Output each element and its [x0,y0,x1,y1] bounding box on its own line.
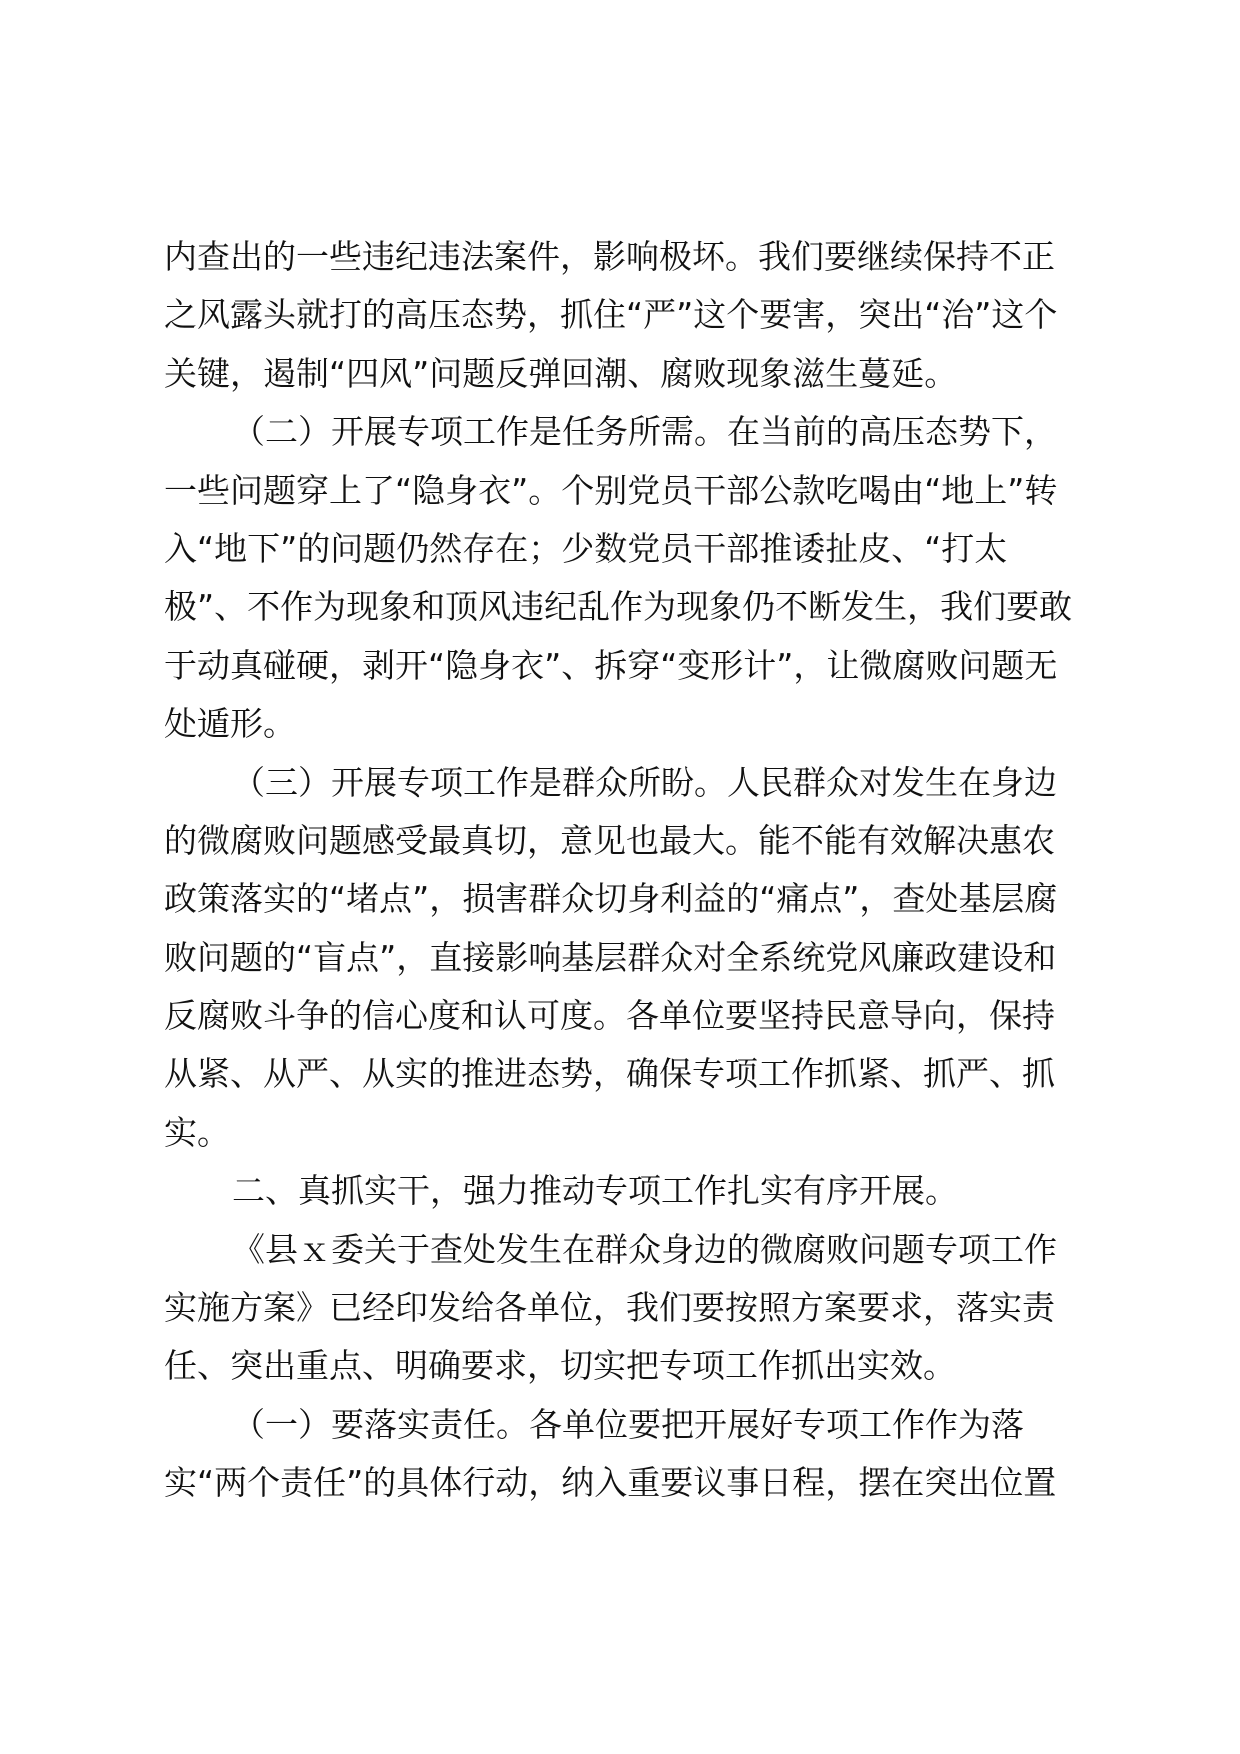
text-line: 的微腐败问题感受最真切，意见也最大。能不能有效解决惠农 [164,820,1055,860]
body-text [164,228,1084,1513]
text-line: 任、突出重点、明确要求，切实把专项工作抓出实效。 [164,1346,956,1386]
section-heading-2: （二）开展专项工作是任务所需。在当前的高压态势下， [232,412,1057,452]
text-line: 实。 [164,1112,230,1152]
text-line: 政策落实的“堵点”，损害群众切身利益的“痛点”，查处基层腐 [164,879,1058,919]
text-line: 反腐败斗争的信心度和认可度。各单位要坚持民意导向，保持 [164,996,1055,1036]
text-line: 实“两个责任”的具体行动，纳入重要议事日程，摆在突出位置 [164,1463,1057,1503]
text-line: 于动真碰硬，剥开“隐身衣”、拆穿“变形计”，让微腐败问题无 [164,645,1058,685]
text-line: 败问题的“盲点”，直接影响基层群众对全系统党风廉政建设和 [164,937,1057,977]
major-heading-2: 二、真抓实干，强力推动专项工作扎实有序开展。 [232,1171,958,1211]
text-line: 关键，遏制“四风”问题反弹回潮、腐败现象滋生蔓延。 [164,353,958,393]
text-line: 实施方案》已经印发给各单位，我们要按照方案要求，落实责 [164,1288,1055,1328]
text-line: 从紧、从严、从实的推进态势，确保专项工作抓紧、抓严、抓 [164,1054,1055,1094]
text-line: 极”、不作为现象和顶风违纪乱作为现象仍不断发生，我们要敢 [164,587,1073,627]
text-line: 内查出的一些违纪违法案件，影响极坏。我们要继续保持不正 [164,237,1055,276]
text-line: 之风露头就打的高压态势，抓住“严”这个要害，突出“治”这个 [164,295,1058,335]
text-line: 入“地下”的问题仍然存在；少数党员干部推诿扯皮、“打太 [164,528,1008,568]
text-line: 一些问题穿上了“隐身衣”。个别党员干部公款吃喝由“地上”转 [164,470,1058,510]
text-line: 处遁形。 [164,704,296,744]
section-heading-3: （三）开展专项工作是群众所盼。人民群众对发生在身边 [232,762,1057,802]
text-line: 《县ｘ委关于查处发生在群众身边的微腐败问题专项工作 [232,1229,1057,1269]
section-heading-1: （一）要落实责任。各单位要把开展好专项工作作为落 [232,1404,1024,1444]
